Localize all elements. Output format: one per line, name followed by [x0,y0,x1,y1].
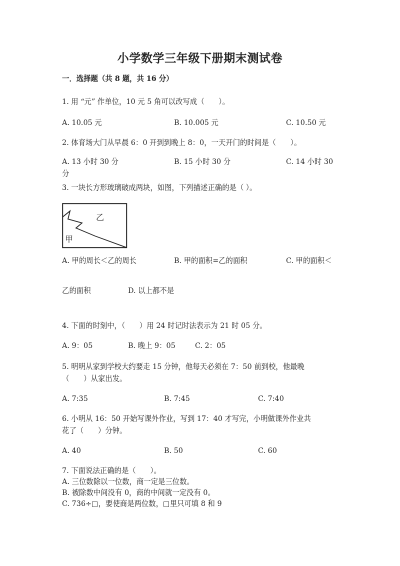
question-2-option-a: A. 13 小时 30 分 [62,157,119,166]
broken-glass-diagram [62,203,128,249]
question-1-option-c: C. 10.50 元 [286,118,326,127]
question-3-option-d: D. 以上都不是 [128,286,175,295]
question-6-option-c: C. 60 [258,446,277,455]
question-3-option-b: B. 甲的面积=乙的面积 [174,256,248,265]
question-1-option-b: B. 10.005 元 [174,118,219,127]
question-4-stem: 4. 下面的时刻中，（ ）用 24 时记时法表示为 21 时 05 分。 [62,321,267,330]
page-title: 小学数学三年级下册期末测试卷 [117,51,283,65]
question-7-option-a: A. 三位数除以一位数，商一定是三位数。 [62,477,194,486]
question-7-option-b: B. 被除数中间没有 0，商的中间就一定没有 0。 [62,488,215,497]
question-3-option-c: C. 甲的面积＜ [286,256,332,265]
question-4-option-a: A. 9：05 [62,341,93,350]
question-5-option-b: B. 7:45 [164,394,190,403]
question-5-option-c: C. 7:40 [258,394,284,403]
question-3-option-c-cont: 乙的面积 [62,286,91,295]
section-heading: 一．选择题（共 8 题，共 16 分） [62,74,174,83]
figure-label-jia: 甲 [65,235,73,244]
question-1-option-a: A. 10.05 元 [62,118,102,127]
figure-label-yi: 乙 [96,213,104,222]
question-2-option-b: B. 15 小时 30 分 [174,157,231,166]
question-6-stem-line-2: 花了（ ）分钟。 [62,426,127,435]
question-6-stem-line-1: 6. 小明从 16：50 开始写课外作业，写到 17：40 才写完，小明做课外作业共 [62,414,311,423]
question-4-option-c: C. 2：05 [195,341,226,350]
question-7-option-c: C. 736÷□，要使商是两位数，□里只可填 8 和 9 [62,499,222,508]
question-4-option-b: B. 晚上 9：05 [128,341,176,350]
question-2-stem: 2. 体育场大门从早晨 6：0 开到到晚上 8：0，一天开门的时间是（ ）。 [62,138,302,147]
question-5-stem-line-2: （ ）从家出发。 [62,374,127,383]
question-2-option-c: C. 14 小时 30 [286,157,334,166]
question-6-option-b: B. 50 [164,446,183,455]
question-5-option-a: A. 7:35 [62,394,88,403]
question-7-stem: 7. 下面说法正确的是（ ）。 [62,466,161,475]
question-3-figure [62,203,128,251]
question-2-option-c-cont: 分 [62,169,70,178]
question-5-stem-line-1: 5. 明明从家到学校大约要走 15 分钟，他每天必须在 7：50 前到校，他最晚 [62,362,305,371]
question-3-option-a: A. 甲的周长＜乙的周长 [62,256,137,265]
question-6-option-a: A. 40 [62,446,81,455]
question-3-stem: 3. 一块长方形玻璃破成两块，如图，下列描述正确的是（ ）。 [62,183,257,192]
question-1-stem: 1. 用 “元” 作单位，10 元 5 角可以改写成（ ）。 [62,97,230,106]
